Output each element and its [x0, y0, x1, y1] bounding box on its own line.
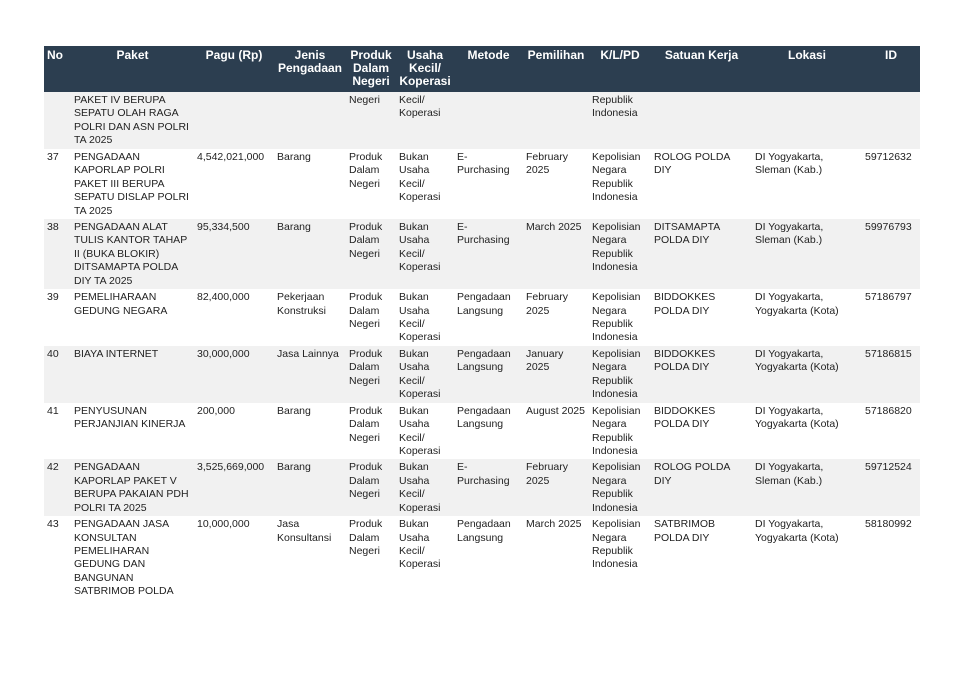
table-row [44, 219, 920, 289]
cell-satuan-kerja [651, 92, 752, 149]
col-header-lokasi: Lokasi [752, 46, 862, 92]
cell-no: 42 [44, 459, 71, 516]
cell-klpd: Kepolisian Negara Republik Indonesia [589, 149, 651, 219]
cell-klpd: Kepolisian Negara Republik Indonesia [589, 403, 651, 460]
cell-produk-dalam-negeri: Produk Dalam Negeri [346, 149, 396, 219]
cell-produk-dalam-negeri: Produk Dalam Negeri [346, 403, 396, 460]
cell-jenis-pengadaan: Jasa Konsultansi [274, 516, 346, 600]
cell-pemilihan: March 2025 [523, 516, 589, 600]
cell-pagu: 4,542,021,000 [194, 149, 274, 219]
cell-id: 58180992 [862, 516, 920, 600]
cell-satuan-kerja: BIDDOKKES POLDA DIY [651, 346, 752, 403]
cell-pagu: 10,000,000 [194, 516, 274, 600]
cell-metode: E-Purchasing [454, 219, 523, 289]
cell-no: 37 [44, 149, 71, 219]
col-header-jenis-pengadaan: Jenis Pengadaan [274, 46, 346, 92]
col-header-produk-dalam-negeri: Produk Dalam Negeri [346, 46, 396, 92]
cell-no: 43 [44, 516, 71, 600]
cell-paket: PAKET IV BERUPA SEPATU OLAH RAGA POLRI DAN ASN POLRI TA 2025 [71, 92, 194, 149]
cell-klpd: Kepolisian Negara Republik Indonesia [589, 289, 651, 346]
col-header-id: ID [862, 46, 920, 92]
cell-usaha-kecil: Bukan Usaha Kecil/ Koperasi [396, 459, 454, 516]
header-row [44, 46, 920, 92]
cell-lokasi: DI Yogyakarta, Yogyakarta (Kota) [752, 289, 862, 346]
cell-pagu: 3,525,669,000 [194, 459, 274, 516]
cell-satuan-kerja: BIDDOKKES POLDA DIY [651, 403, 752, 460]
cell-jenis-pengadaan: Barang [274, 219, 346, 289]
cell-pemilihan: August 2025 [523, 403, 589, 460]
cell-pagu: 30,000,000 [194, 346, 274, 403]
cell-metode: Pengadaan Langsung [454, 516, 523, 600]
cell-satuan-kerja: BIDDOKKES POLDA DIY [651, 289, 752, 346]
cell-no: 41 [44, 403, 71, 460]
cell-produk-dalam-negeri: Produk Dalam Negeri [346, 516, 396, 600]
table-row [44, 516, 920, 600]
cell-metode: Pengadaan Langsung [454, 403, 523, 460]
cell-metode: E-Purchasing [454, 459, 523, 516]
cell-klpd: Kepolisian Negara Republik Indonesia [589, 219, 651, 289]
table-row [44, 92, 920, 149]
cell-usaha-kecil: Bukan Usaha Kecil/ Koperasi [396, 149, 454, 219]
cell-klpd: Republik Indonesia [589, 92, 651, 149]
cell-usaha-kecil: Bukan Usaha Kecil/ Koperasi [396, 403, 454, 460]
cell-paket: PENGADAAN KAPORLAP POLRI PAKET III BERUPA SEPATU DISLAP POLRI TA 2025 [71, 149, 194, 219]
col-header-klpd: K/L/PD [589, 46, 651, 92]
cell-no: 39 [44, 289, 71, 346]
cell-lokasi: DI Yogyakarta, Yogyakarta (Kota) [752, 346, 862, 403]
col-header-pagu: Pagu (Rp) [194, 46, 274, 92]
cell-id: 59712524 [862, 459, 920, 516]
cell-paket: PEMELIHARAAN GEDUNG NEGARA [71, 289, 194, 346]
cell-jenis-pengadaan: Barang [274, 149, 346, 219]
cell-klpd: Kepolisian Negara Republik Indonesia [589, 346, 651, 403]
procurement-table [44, 46, 920, 600]
cell-metode: E-Purchasing [454, 149, 523, 219]
cell-klpd: Kepolisian Negara Republik Indonesia [589, 516, 651, 600]
cell-paket: PENGADAAN ALAT TULIS KANTOR TAHAP II (BUKA BLOKIR) DITSAMAPTA POLDA DIY TA 2025 [71, 219, 194, 289]
table-row [44, 459, 920, 516]
cell-lokasi [752, 92, 862, 149]
cell-pemilihan: February 2025 [523, 289, 589, 346]
cell-usaha-kecil: Kecil/ Koperasi [396, 92, 454, 149]
cell-lokasi: DI Yogyakarta, Sleman (Kab.) [752, 149, 862, 219]
table-row [44, 403, 920, 460]
table-row [44, 289, 920, 346]
cell-satuan-kerja: ROLOG POLDA DIY [651, 459, 752, 516]
col-header-paket: Paket [71, 46, 194, 92]
cell-lokasi: DI Yogyakarta, Sleman (Kab.) [752, 459, 862, 516]
cell-pagu: 95,334,500 [194, 219, 274, 289]
cell-id: 59976793 [862, 219, 920, 289]
cell-klpd: Kepolisian Negara Republik Indonesia [589, 459, 651, 516]
cell-produk-dalam-negeri: Produk Dalam Negeri [346, 219, 396, 289]
cell-lokasi: DI Yogyakarta, Yogyakarta (Kota) [752, 516, 862, 600]
cell-id: 57186820 [862, 403, 920, 460]
col-header-metode: Metode [454, 46, 523, 92]
col-header-pemilihan: Pemilihan [523, 46, 589, 92]
cell-id: 57186797 [862, 289, 920, 346]
table-row [44, 346, 920, 403]
cell-lokasi: DI Yogyakarta, Yogyakarta (Kota) [752, 403, 862, 460]
cell-pemilihan: March 2025 [523, 219, 589, 289]
table-row [44, 149, 920, 219]
cell-paket: PENGADAAN JASA KONSULTAN PEMELIHARAN GEDUNG DAN BANGUNAN SATBRIMOB POLDA [71, 516, 194, 600]
col-header-usaha-kecil: Usaha Kecil/ Koperasi [396, 46, 454, 92]
cell-pemilihan: February 2025 [523, 149, 589, 219]
cell-paket: PENYUSUNAN PERJANJIAN KINERJA [71, 403, 194, 460]
cell-no: 40 [44, 346, 71, 403]
cell-paket: BIAYA INTERNET [71, 346, 194, 403]
cell-jenis-pengadaan: Barang [274, 459, 346, 516]
cell-usaha-kecil: Bukan Usaha Kecil/ Koperasi [396, 516, 454, 600]
cell-usaha-kecil: Bukan Usaha Kecil/ Koperasi [396, 346, 454, 403]
cell-usaha-kecil: Bukan Usaha Kecil/ Koperasi [396, 219, 454, 289]
cell-produk-dalam-negeri: Produk Dalam Negeri [346, 459, 396, 516]
cell-pemilihan [523, 92, 589, 149]
cell-id [862, 92, 920, 149]
cell-satuan-kerja: SATBRIMOB POLDA DIY [651, 516, 752, 600]
cell-satuan-kerja: DITSAMAPTA POLDA DIY [651, 219, 752, 289]
cell-produk-dalam-negeri: Negeri [346, 92, 396, 149]
cell-metode [454, 92, 523, 149]
cell-no [44, 92, 71, 149]
cell-satuan-kerja: ROLOG POLDA DIY [651, 149, 752, 219]
cell-lokasi: DI Yogyakarta, Sleman (Kab.) [752, 219, 862, 289]
cell-metode: Pengadaan Langsung [454, 289, 523, 346]
cell-no: 38 [44, 219, 71, 289]
cell-id: 57186815 [862, 346, 920, 403]
cell-produk-dalam-negeri: Produk Dalam Negeri [346, 346, 396, 403]
cell-pagu: 82,400,000 [194, 289, 274, 346]
cell-pagu: 200,000 [194, 403, 274, 460]
cell-jenis-pengadaan [274, 92, 346, 149]
col-header-satuan-kerja: Satuan Kerja [651, 46, 752, 92]
table-body [44, 92, 920, 600]
col-header-no: No [44, 46, 71, 92]
cell-jenis-pengadaan: Jasa Lainnya [274, 346, 346, 403]
cell-jenis-pengadaan: Barang [274, 403, 346, 460]
cell-id: 59712632 [862, 149, 920, 219]
cell-pemilihan: February 2025 [523, 459, 589, 516]
cell-pemilihan: January 2025 [523, 346, 589, 403]
cell-metode: Pengadaan Langsung [454, 346, 523, 403]
cell-paket: PENGADAAN KAPORLAP PAKET V BERUPA PAKAIAN PDH POLRI TA 2025 [71, 459, 194, 516]
cell-usaha-kecil: Bukan Usaha Kecil/ Koperasi [396, 289, 454, 346]
cell-jenis-pengadaan: Pekerjaan Konstruksi [274, 289, 346, 346]
cell-produk-dalam-negeri: Produk Dalam Negeri [346, 289, 396, 346]
cell-pagu [194, 92, 274, 149]
